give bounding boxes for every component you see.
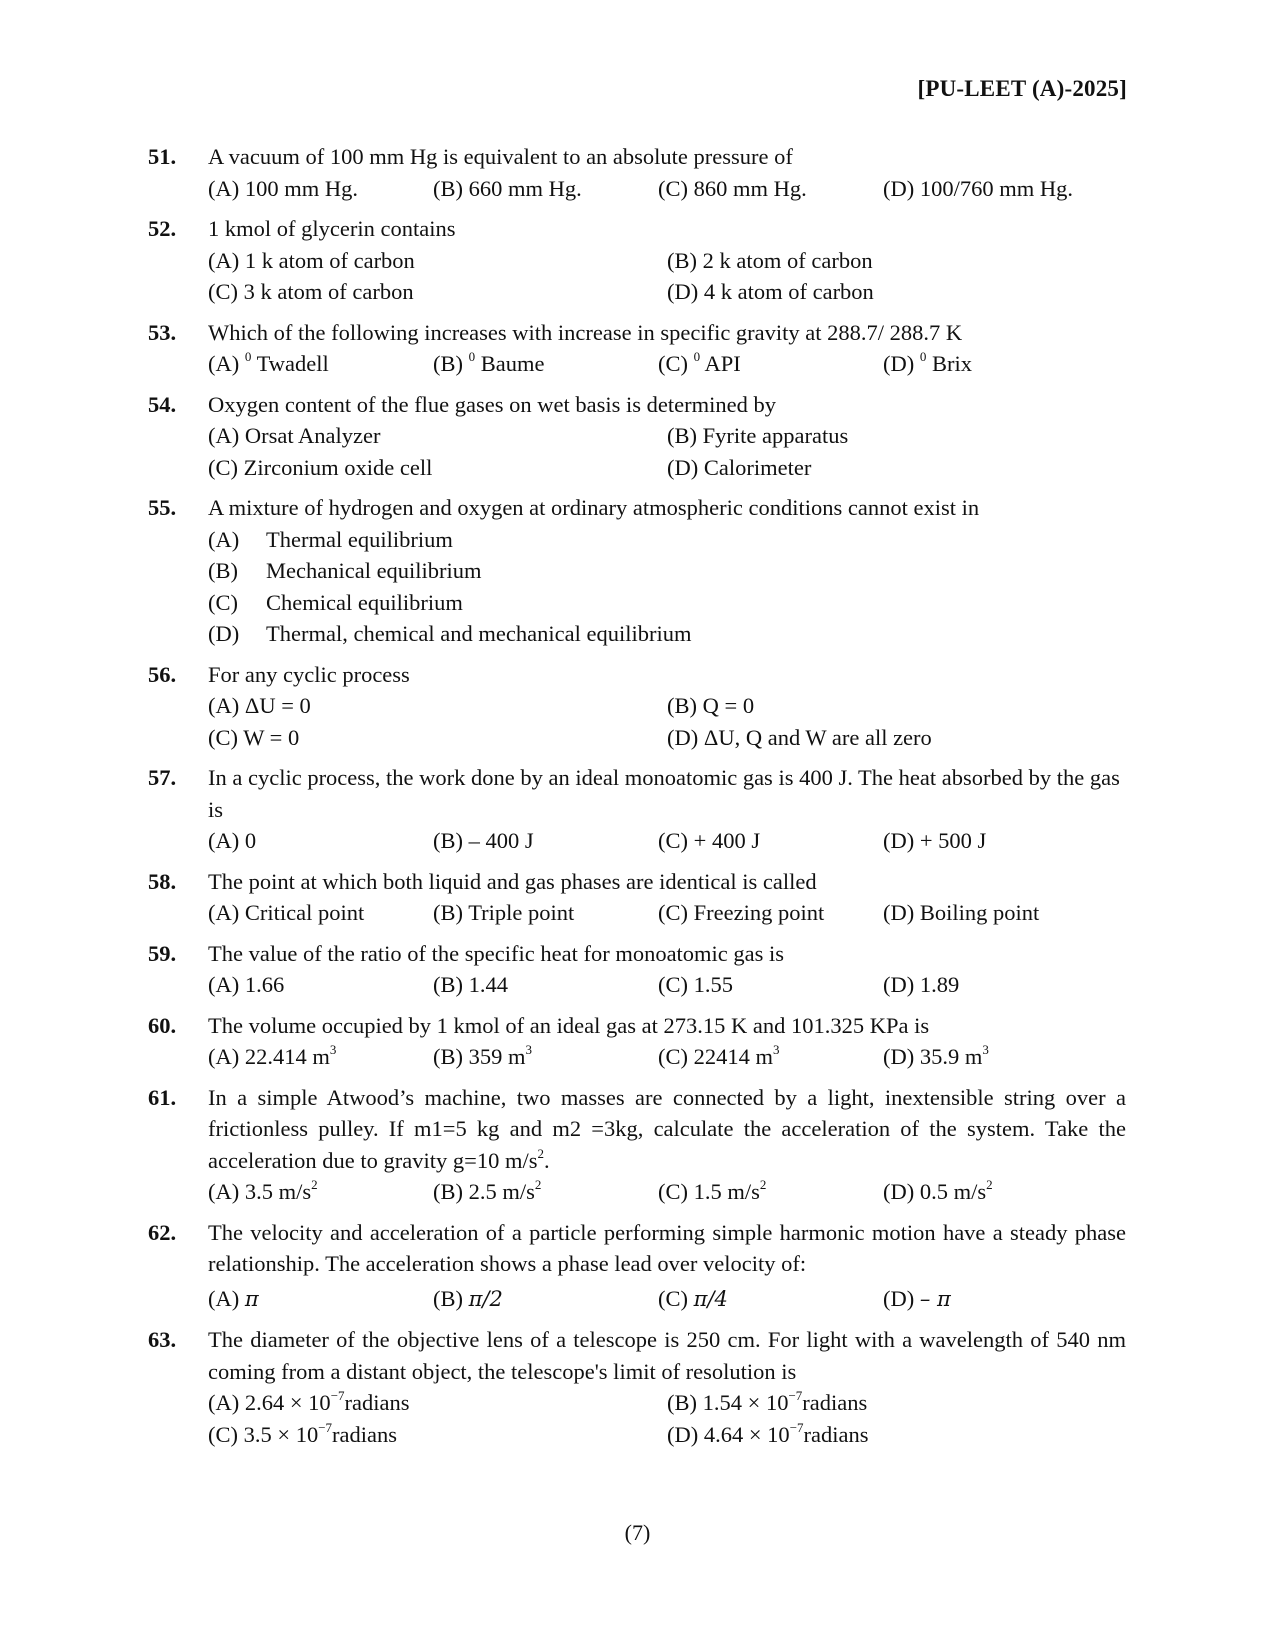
option-b: (B) 2 k atom of carbon xyxy=(667,247,873,273)
option-c: (C) Chemical equilibrium xyxy=(208,589,463,615)
option-d: (D) Boiling point xyxy=(883,900,1040,925)
option-a: (A) Thermal equilibrium xyxy=(208,526,453,552)
question-61 xyxy=(0,1082,1275,1208)
options xyxy=(208,1041,1126,1073)
option-a: (A) 0 xyxy=(208,828,257,853)
option-b: (B) Mechanical equilibrium xyxy=(208,558,482,583)
options xyxy=(208,420,1126,483)
options xyxy=(208,969,1126,1001)
options xyxy=(208,690,1126,753)
question-53 xyxy=(0,317,1275,380)
options xyxy=(208,245,1126,308)
question-59 xyxy=(0,938,1275,1001)
option-b: (B) Fyrite apparatus xyxy=(667,423,849,448)
question-number: 51. xyxy=(148,144,177,169)
exam-code-header: [PU-LEET (A)-2025] xyxy=(917,76,1127,101)
option-a: (A) Critical point xyxy=(208,900,365,925)
option-b: (B) $^0$ Baume xyxy=(433,349,545,376)
option-c: (C) Zirconium oxide cell xyxy=(208,454,433,480)
option-d: (D) 0.5 $m/s^2$ xyxy=(883,1177,993,1204)
question-number: 63. xyxy=(148,1327,177,1352)
option-a: (A) Orsat Analyzer xyxy=(208,423,381,448)
question-text: The diameter of the objective lens of a telescope is 250 cm. For light with a wavelength of 540 nm coming from a distant object, the telescope's limit of resolution is xyxy=(208,1327,1126,1384)
option-b: (B) – 400 J xyxy=(433,828,534,853)
question-text: In a simple Atwood’s machine, two masses are connected by a light, inextensible string over a frictionless pulley. If m1=5 kg and m2 =3kg, calculate the acceleration of the system. Take the acceleration due to gravity g=10 $m/s^2$. xyxy=(208,1084,1126,1173)
question-51 xyxy=(0,141,1275,204)
page-number: (7) xyxy=(624,1520,651,1545)
question-number: 54. xyxy=(148,391,177,417)
option-a: (A) 1 k atom of carbon xyxy=(208,247,415,273)
options xyxy=(208,1176,1126,1208)
option-b: (B) 1.44 xyxy=(433,972,508,997)
question-text: The volume occupied by 1 kmol of an ideal gas at 273.15 K and 101.325 KPa is xyxy=(208,1012,930,1038)
option-c: (C) + 400 J xyxy=(658,828,761,853)
option-b: (B) 660 mm Hg. xyxy=(433,175,582,201)
options xyxy=(208,825,1126,857)
question-56 xyxy=(0,659,1275,754)
option-b: (B) 2.5 $m/s^2$ xyxy=(433,1177,542,1204)
option-a: (A) 1.66 xyxy=(208,972,285,997)
option-d: (D) 1.89 xyxy=(883,972,960,997)
question-text: 1 kmol of glycerin contains xyxy=(208,216,456,241)
options xyxy=(208,897,1126,929)
question-number: 55. xyxy=(148,495,177,520)
option-d: (D) Calorimeter xyxy=(667,454,812,480)
question-number: 52. xyxy=(148,216,177,241)
options xyxy=(208,1283,1126,1316)
question-text: Oxygen content of the flue gases on wet basis is determined by xyxy=(208,391,776,417)
question-list xyxy=(0,141,1275,1459)
question-text: A mixture of hydrogen and oxygen at ordinary atmospheric conditions cannot exist in xyxy=(208,495,980,520)
option-c: (C) 1.5 $m/s^2$ xyxy=(658,1177,767,1204)
question-58 xyxy=(0,866,1275,929)
option-c: (C) $^0$ API xyxy=(658,349,741,376)
question-text: The point at which both liquid and gas phases are identical is called xyxy=(208,868,817,894)
question-text: Which of the following increases with increase in specific gravity at 288.7/ 288.7 K xyxy=(208,319,963,345)
option-a: (A) $^0$ Twadell xyxy=(208,349,329,376)
options xyxy=(208,524,1126,650)
question-number: 60. xyxy=(148,1012,177,1038)
options xyxy=(208,173,1126,205)
option-c: (C) 3 k atom of carbon xyxy=(208,279,414,304)
question-62 xyxy=(0,1217,1275,1316)
question-number: 53. xyxy=(148,319,177,345)
option-c: (C) 860 mm Hg. xyxy=(658,175,807,201)
question-text: The value of the ratio of the specific heat for monoatomic gas is xyxy=(208,940,785,966)
question-number: 62. xyxy=(148,1219,177,1245)
option-b: (B) π/2 xyxy=(433,1285,503,1311)
option-d: (D) $4.64 \times 10^{-7}radians$ xyxy=(667,1419,869,1447)
option-a: (A) 100 mm Hg. xyxy=(208,175,358,201)
question-54 xyxy=(0,389,1275,484)
option-d: (D) 35.9 $m^3$ xyxy=(883,1042,989,1069)
option-c: (C) W = 0 xyxy=(208,724,300,750)
question-number: 58. xyxy=(148,868,177,894)
option-b: (B) $1.54 \times 10^{-7}radians$ xyxy=(667,1388,868,1415)
option-c: (C) π/4 xyxy=(658,1285,728,1311)
question-number: 61. xyxy=(148,1084,177,1110)
question-text: For any cyclic process xyxy=(208,661,410,687)
option-d: (D) 4 k atom of carbon xyxy=(667,279,874,304)
option-d: (D) ΔU, Q and W are all zero xyxy=(667,724,932,750)
option-b: (B) Triple point xyxy=(433,900,575,925)
option-a: (A) 3.5 $m/s^2$ xyxy=(208,1177,318,1204)
question-63 xyxy=(0,1324,1275,1450)
option-a: (A) 22.414 $m^3$ xyxy=(208,1042,337,1069)
option-b: (B) 359 $m^3$ xyxy=(433,1042,533,1069)
options xyxy=(208,1387,1126,1450)
question-55 xyxy=(0,492,1275,650)
question-number: 56. xyxy=(148,661,177,687)
options xyxy=(208,348,1126,380)
question-52 xyxy=(0,213,1275,308)
option-c: (C) 1.55 xyxy=(658,972,733,997)
option-a: (A) π xyxy=(208,1285,259,1311)
option-d: (D) + 500 J xyxy=(883,828,987,853)
option-c: (C) 22414 $m^3$ xyxy=(658,1042,780,1069)
option-d: (D) – π xyxy=(883,1285,951,1311)
option-a: (A) $2.64 \times 10^{-7}radians$ xyxy=(208,1388,410,1415)
option-c: (C) $3.5 \times 10^{-7}radians$ xyxy=(208,1419,398,1447)
option-a: (A) ΔU = 0 xyxy=(208,693,311,718)
option-c: (C) Freezing point xyxy=(658,900,825,925)
option-d: (D) Thermal, chemical and mechanical equilibrium xyxy=(208,621,692,646)
question-number: 59. xyxy=(148,940,177,966)
question-text: A vacuum of 100 mm Hg is equivalent to an absolute pressure of xyxy=(208,144,793,169)
question-number: 57. xyxy=(148,765,177,790)
option-d: (D) $^0$ Brix xyxy=(883,349,972,376)
question-60 xyxy=(0,1010,1275,1073)
option-b: (B) Q = 0 xyxy=(667,693,755,718)
question-text: In a cyclic process, the work done by an ideal monoatomic gas is 400 J. The heat absorbed by the gas is xyxy=(208,765,1120,822)
question-57 xyxy=(0,762,1275,857)
option-d: (D) 100/760 mm Hg. xyxy=(883,175,1073,201)
question-text: The velocity and acceleration of a particle performing simple harmonic motion have a steady phase relationship. The acceleration shows a phase lead over velocity of: xyxy=(208,1219,1126,1276)
